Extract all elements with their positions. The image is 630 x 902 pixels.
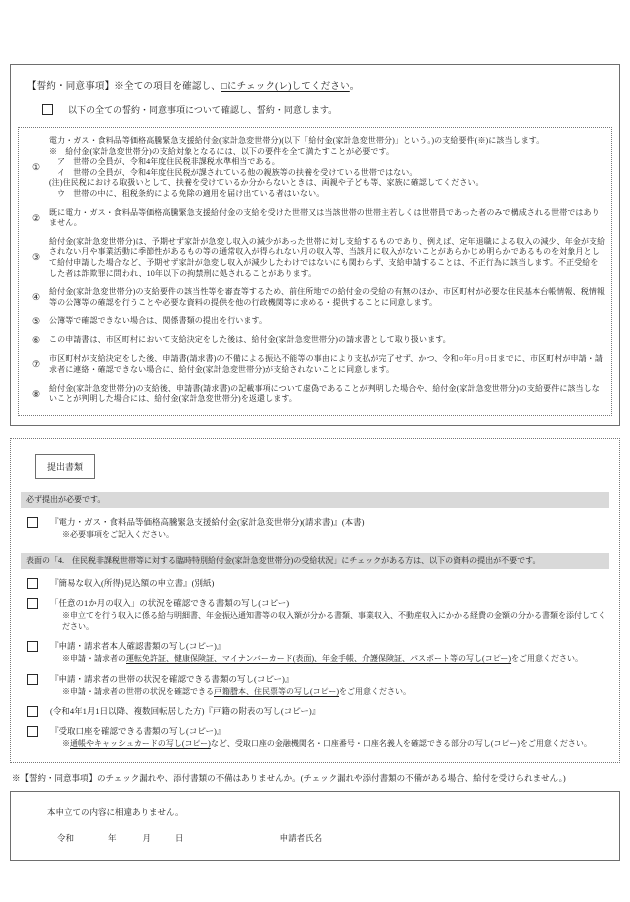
pledge-item-8: [23, 384, 606, 405]
doc-household-note: [62, 687, 611, 698]
date-year-field[interactable]: 年: [108, 832, 117, 843]
pledge-item-1-line1: 電力・ガス・食料品等価格高騰緊急支援給付金(家計急変世帯分)(以下「給付金(家計急変世帯分)」という。)の支給要件(※)に該当します。: [49, 136, 545, 145]
pledge-item-3: [23, 237, 606, 279]
doc-monthly-income-label: 「任意の1か月の収入」の状況を確認できる書類の写し(コピー): [50, 598, 290, 609]
doc-bank-account-note: [62, 739, 611, 750]
pledge-item-7-number: ⑦: [31, 359, 41, 370]
doc-family-register-checkbox[interactable]: [27, 706, 38, 717]
pledge-item-1-line5: (注)住民税における取扱いとして、扶養を受けているか分からないときは、両親や子ども等、家族に確認してください。: [49, 178, 484, 188]
declaration-section: [10, 791, 620, 861]
pledge-item-5: [23, 316, 606, 327]
doc-row-household: [27, 674, 611, 685]
doc-family-register-label: (令和4年1月1日以降、複数回転居した方)『戸籍の附表の写し(コピー)』: [50, 706, 321, 717]
doc-household-note-underlined: 戸籍謄本、住民票等の写し(コピー): [214, 686, 340, 696]
doc-claim-form-note: ※必要事項をご記入ください。: [62, 529, 174, 539]
doc-identity-note-post: をご用意ください。: [511, 654, 584, 664]
doc-identity-checkbox[interactable]: [27, 641, 38, 652]
doc-household-checkbox[interactable]: [27, 674, 38, 685]
pledge-items-box: [18, 127, 612, 416]
doc-identity-note: [62, 654, 611, 665]
pledge-heading: [27, 78, 612, 92]
era-label: 令和: [57, 832, 75, 843]
required-documents-bar: 必ず提出が必要です。: [21, 492, 609, 508]
doc-bank-account-checkbox[interactable]: [27, 726, 38, 737]
doc-bank-account-note-pre: ※: [62, 739, 70, 749]
pledge-item-1: [23, 136, 606, 200]
doc-row-identity: [27, 641, 611, 652]
date-day-field[interactable]: 日: [175, 832, 184, 843]
pledge-item-3-number: ③: [31, 252, 41, 263]
pledge-item-1-number: ①: [31, 162, 41, 173]
pledge-item-3-text: 給付金(家計急変世帯分)は、予期せず家計が急変し収入の減少があった世帯に対し支給するものであり、例えば、定年退職による収入の減少、年金が支給されない月や事業活動に季節性があるもの等の通常収入が得られない月の収入等、当該月に収入がないことがあらかじめ明らかであるものを対象月として給付申請した場合など、予期せず家計が急変し収入が減少したわけではないにも関わらず、支給申請することは、不正行為に該当します。不正受給をした者は詐欺罪に問われ、10年以下の拘禁刑に処されることがあります。: [49, 236, 606, 278]
pledge-item-8-number: ⑧: [31, 388, 41, 399]
pledge-agree-label: 以下の全ての誓約・同意事項について確認し、誓約・同意します。: [68, 105, 338, 115]
pledge-item-2-text: 既に電力・ガス・食料品等価格高騰緊急支援給付金の支給を受けた世帯又は当該世帯の世帯主若しくは世帯員であった者のみで構成される世帯ではありません。: [49, 207, 600, 228]
declaration-statement: 本申立ての内容に相違ありません。: [47, 806, 184, 817]
pledge-item-4-number: ④: [31, 292, 41, 303]
pledge-item-5-text: 公簿等で確認できない場合は、関係書類の提出を行います。: [49, 316, 268, 326]
doc-identity-label: 『申請・請求者本人確認書類の写し(コピー)』: [50, 641, 226, 652]
pledge-item-8-text: 給付金(家計急変世帯分)の支給後、申請書(請求書)の記載事項について虚偽であることが判明した場合や、給付金(家計急変世帯分)の支給要件に該当しないことが判明した場合には、給付金(家計急変世帯分)を返還します。: [49, 383, 600, 404]
pledge-heading-text: 【誓約・同意事項】※全ての項目を確認し、: [27, 82, 222, 92]
documents-section: [10, 438, 620, 763]
pledge-item-1-text: [49, 136, 606, 200]
doc-monthly-income-checkbox[interactable]: [27, 598, 38, 609]
completeness-warning-note: ※【誓約・同意事項】のチェック漏れや、添付書類の不備はありませんか。(チェック漏れや添付書類の不備がある場合、給付を受けられません。): [12, 772, 566, 783]
pledge-item-6: [23, 335, 606, 346]
conditional-documents-bar: 表面の「4. 住民税非課税世帯等に対する臨時特別給付金(家計急変世帯分)の受給状況」にチェックがある方は、以下の資料の提出が不要です。: [21, 553, 609, 569]
date-month-field[interactable]: 月: [142, 832, 152, 843]
pledge-item-5-number: ⑤: [31, 316, 41, 327]
doc-row-claim-form: [27, 517, 611, 528]
pledge-item-6-text: この申請書は、市区町村において支給決定をした後は、給付金(家計急変世帯分)の請求書として取り扱います。: [49, 335, 451, 345]
doc-identity-note-underlined: 運転免許証、健康保険証、マイナンバーカード(表面)、年金手帳、介護保険証、パスポート等の写し(コピー): [126, 654, 512, 664]
doc-row-monthly-income: [27, 598, 611, 609]
doc-row-family-register: [27, 706, 611, 717]
pledge-agree-checkbox[interactable]: [42, 104, 53, 115]
pledge-agree-row: [42, 103, 612, 116]
pledge-item-4: [23, 287, 606, 308]
doc-row-bank-account: [27, 726, 611, 737]
doc-household-note-pre: ※申請・請求者の世帯の状況を確認できる: [62, 686, 214, 696]
pledge-section: [10, 64, 620, 426]
doc-claim-form-checkbox[interactable]: [27, 517, 38, 528]
doc-claim-form-label: 『電力・ガス・食料品等価格高騰緊急支援給付金(家計急変世帯分)(請求書)』(本書): [50, 516, 365, 527]
pledge-item-4-text: 給付金(家計急変世帯分)の支給要件の該当性等を審査等するため、前住所地での給付金の受給の有無のほか、市区町村が必要な住民基本台帳情報、税情報等の公簿等の確認を行うことや必要な資料の提供を他の行政機関等に求める・提供することに同意します。: [49, 287, 606, 307]
applicant-name-field[interactable]: 申請者氏名: [279, 832, 323, 843]
pledge-item-7: [23, 354, 606, 375]
pledge-item-2-number: ②: [31, 212, 41, 223]
pledge-heading-tail: 。: [349, 82, 360, 92]
doc-monthly-income-note: ※申立てを行う収入に係る給与明細書、年金振込通知書等の収入額が分かる書類、事業収入、不動産収入にかかる経費の金額の分かる書類を添付してください。: [62, 611, 606, 631]
documents-section-label: 提出書類: [35, 454, 95, 479]
pledge-item-6-number: ⑥: [31, 335, 41, 346]
doc-bank-account-note-underlined: 通帳やキャッシュカードの写し(コピー): [70, 739, 211, 749]
pledge-item-1-line3: ア 世帯の全員が、令和4年度住民税非課税水準相当である。: [57, 157, 280, 167]
pledge-item-1-line6: ウ 世帯の中に、租税条約による免除の適用を届け出ている者はいない。: [57, 188, 325, 198]
doc-income-statement-label: 『簡易な収入(所得)見込額の申立書』(別紙): [50, 578, 215, 589]
doc-bank-account-label: 『受取口座を確認できる書類の写し(コピー)』: [50, 726, 226, 737]
doc-income-statement-checkbox[interactable]: [27, 578, 38, 589]
pledge-item-2: [23, 208, 606, 229]
doc-bank-account-note-post: など、受取口座の金融機関名・口座番号・口座名義人を確認できる部分の写し(コピー)をご用意ください。: [210, 739, 592, 749]
pledge-heading-underlined: □にチェック(レ)してください: [221, 82, 350, 92]
declaration-date-row: [47, 832, 619, 844]
doc-identity-note-pre: ※申請・請求者の: [62, 654, 126, 664]
doc-household-note-post: をご用意ください。: [339, 686, 412, 696]
pledge-item-1-line4: イ 世帯の全員が、令和4年度住民税が課されている他の親族等の扶養を受けている世帯ではない。: [57, 167, 418, 177]
pledge-item-1-line2: ※ 給付金(家計急変世帯分)の支給対象となるには、以下の要件を全て満たすことが必要です。: [49, 146, 395, 156]
pledge-item-7-text: 市区町村が支給決定をした後、申請書(請求書)の不備による振込不能等の事由により支払が完了せず、かつ、令和○年○月○日までに、市区町村が申請・請求者に連絡・確認できない場合に、給付金(家計急変世帯分)が支給されないことに同意します。: [49, 354, 603, 374]
doc-row-income-statement: [27, 578, 611, 589]
doc-household-label: 『申請・請求者の世帯の状況を確認できる書類の写し(コピー)』: [50, 673, 294, 684]
